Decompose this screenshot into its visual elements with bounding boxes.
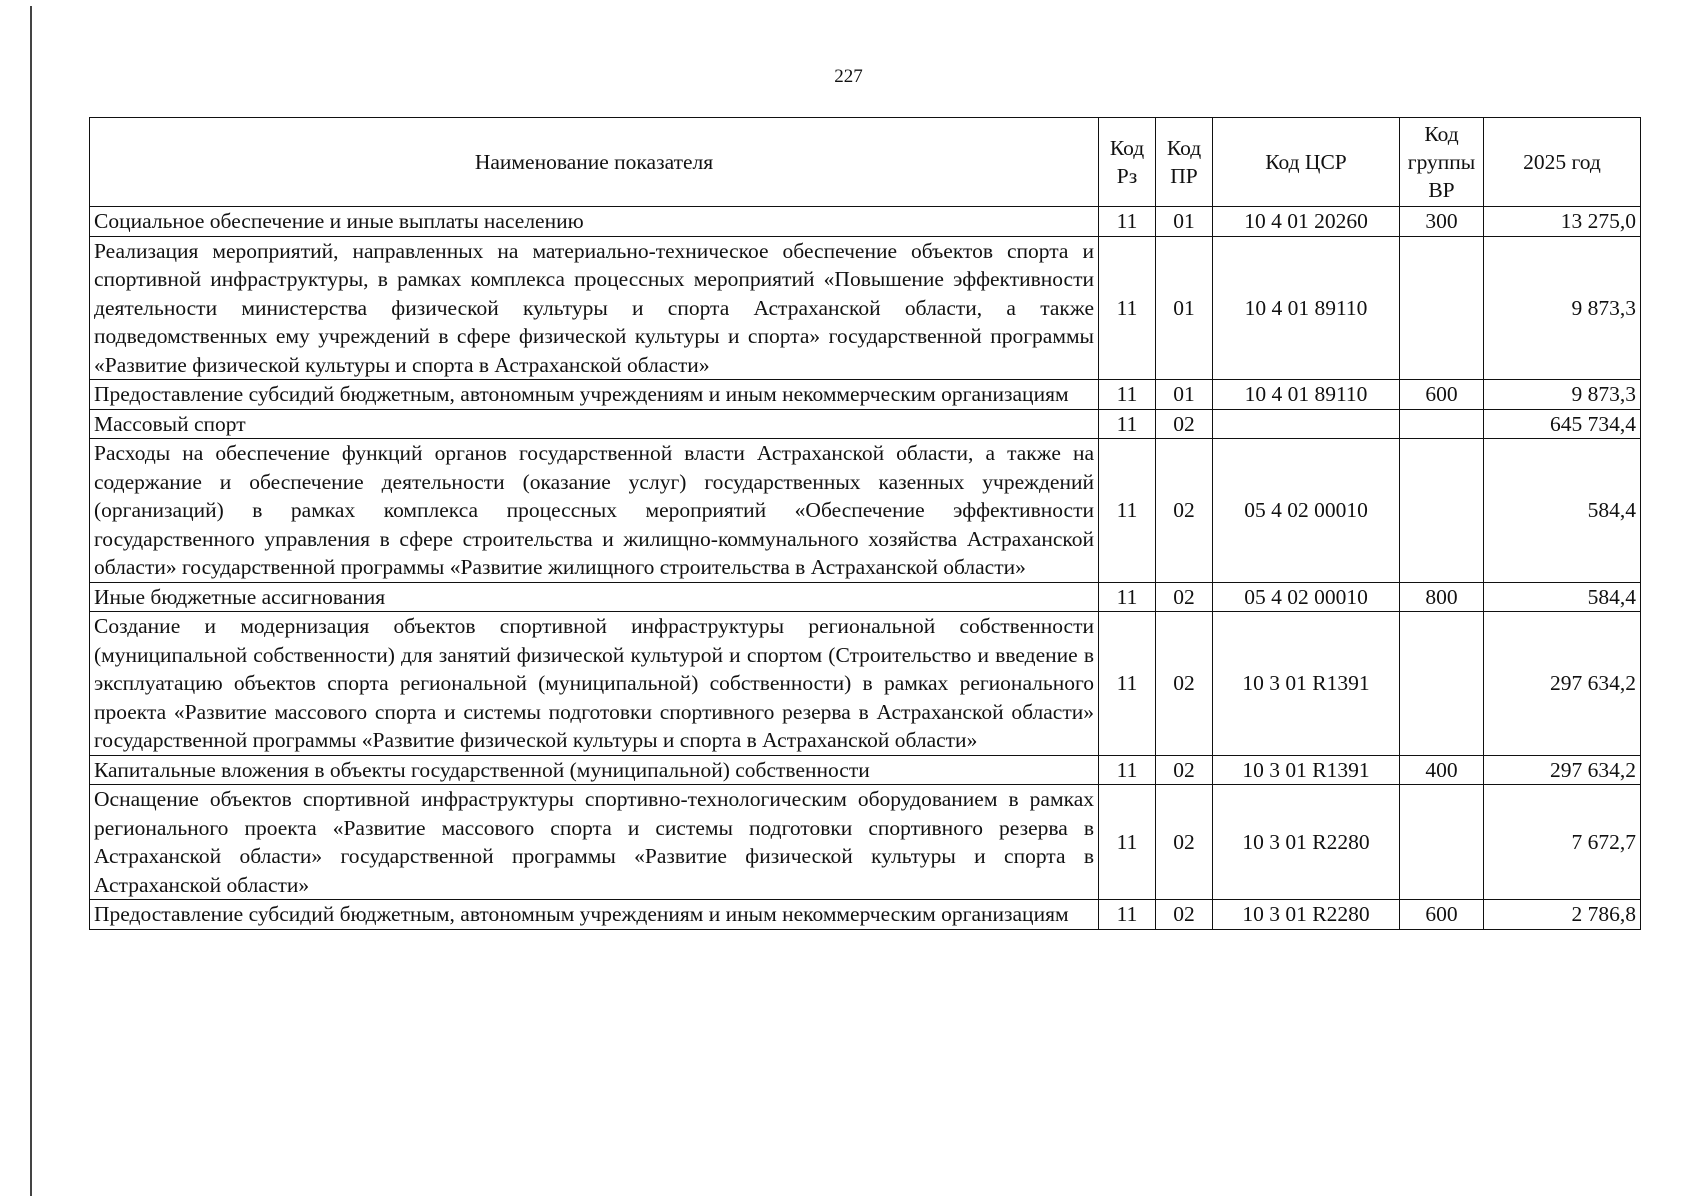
row-pr: 01 [1156, 236, 1213, 380]
row-amount: 584,4 [1484, 582, 1641, 612]
table-header [90, 118, 1641, 207]
row-name: Иные бюджетные ассигнования [90, 582, 1099, 612]
row-csr: 05 4 02 00010 [1213, 439, 1400, 583]
row-vr: 600 [1400, 380, 1484, 410]
row-name: Предоставление субсидий бюджетным, автономным учреждениям и иным некоммерческим организациям [90, 380, 1099, 410]
scan-edge-line [30, 6, 32, 1196]
row-csr: 10 3 01 R2280 [1213, 785, 1400, 900]
row-name: Социальное обеспечение и иные выплаты населению [90, 207, 1099, 237]
row-vr [1400, 612, 1484, 756]
row-name: Расходы на обеспечение функций органов государственной власти Астраханской области, а также на содержание и обеспечение деятельности (оказание услуг) государственных казенных учреждений (организаций) в рамках комплекса процессных мероприятий «Обеспечение эффективности государственного управления в сфере строительства и жилищно-коммунального хозяйства Астраханской области» государственной программы «Развитие жилищного строительства в Астраханской области» [90, 439, 1099, 583]
row-name: Оснащение объектов спортивной инфраструктуры спортивно-технологическим оборудованием в рамках регионального проекта «Развитие массового спорта и системы подготовки спортивного резерва в Астраханской области» государственной программы «Развитие физической культуры и спорта в Астраханской области» [90, 785, 1099, 900]
row-pr: 02 [1156, 409, 1213, 439]
table-row [90, 409, 1641, 439]
row-rz: 11 [1099, 236, 1156, 380]
row-rz: 11 [1099, 439, 1156, 583]
row-rz: 11 [1099, 207, 1156, 237]
row-pr: 02 [1156, 755, 1213, 785]
row-amount: 9 873,3 [1484, 236, 1641, 380]
table-row [90, 612, 1641, 756]
row-amount: 297 634,2 [1484, 612, 1641, 756]
table-row [90, 380, 1641, 410]
table-row [90, 582, 1641, 612]
row-rz: 11 [1099, 785, 1156, 900]
table-row [90, 236, 1641, 380]
row-vr [1400, 785, 1484, 900]
row-rz: 11 [1099, 612, 1156, 756]
row-rz: 11 [1099, 900, 1156, 930]
header-rz: Код Рз [1099, 118, 1156, 207]
row-name: Предоставление субсидий бюджетным, автономным учреждениям и иным некоммерческим организациям [90, 900, 1099, 930]
row-amount: 13 275,0 [1484, 207, 1641, 237]
table-row [90, 785, 1641, 900]
row-csr: 10 3 01 R1391 [1213, 612, 1400, 756]
row-pr: 02 [1156, 612, 1213, 756]
row-vr [1400, 236, 1484, 380]
row-csr: 05 4 02 00010 [1213, 582, 1400, 612]
table-row [90, 207, 1641, 237]
row-rz: 11 [1099, 380, 1156, 410]
row-rz: 11 [1099, 409, 1156, 439]
row-amount: 645 734,4 [1484, 409, 1641, 439]
header-csr: Код ЦСР [1213, 118, 1400, 207]
row-vr: 300 [1400, 207, 1484, 237]
row-pr: 02 [1156, 582, 1213, 612]
row-vr [1400, 439, 1484, 583]
row-csr: 10 4 01 89110 [1213, 236, 1400, 380]
row-amount: 2 786,8 [1484, 900, 1641, 930]
row-csr: 10 4 01 20260 [1213, 207, 1400, 237]
table-row [90, 755, 1641, 785]
header-name: Наименование показателя [90, 118, 1099, 207]
row-vr: 400 [1400, 755, 1484, 785]
row-name: Массовый спорт [90, 409, 1099, 439]
row-name: Капитальные вложения в объекты государственной (муниципальной) собственности [90, 755, 1099, 785]
table-body [90, 207, 1641, 930]
row-name: Реализация мероприятий, направленных на материально-техническое обеспечение объектов спорта и спортивной инфраструктуры, в рамках комплекса процессных мероприятий «Повышение эффективности деятельности министерства физической культуры и спорта Астраханской области, а также подведомственных ему учреждений в сфере физической культуры и спорта» государственной программы «Развитие физической культуры и спорта в Астраханской области» [90, 236, 1099, 380]
page-number: 227 [834, 66, 863, 87]
budget-table [89, 117, 1641, 930]
header-row [90, 118, 1641, 207]
row-name: Создание и модернизация объектов спортивной инфраструктуры региональной собственности (муниципальной собственности) для занятий физической культурой и спортом (Строительство и введение в эксплуатацию объектов спорта региональной (муниципальной) собственности) в рамках регионального проекта «Развитие массового спорта и системы подготовки спортивного резерва в Астраханской области» государственной программы «Развитие физической культуры и спорта в Астраханской области» [90, 612, 1099, 756]
row-rz: 11 [1099, 582, 1156, 612]
row-pr: 02 [1156, 900, 1213, 930]
row-amount: 7 672,7 [1484, 785, 1641, 900]
row-amount: 9 873,3 [1484, 380, 1641, 410]
row-csr: 10 3 01 R2280 [1213, 900, 1400, 930]
row-amount: 297 634,2 [1484, 755, 1641, 785]
row-vr: 800 [1400, 582, 1484, 612]
table-row [90, 439, 1641, 583]
header-year: 2025 год [1484, 118, 1641, 207]
row-csr [1213, 409, 1400, 439]
row-pr: 02 [1156, 785, 1213, 900]
row-csr: 10 3 01 R1391 [1213, 755, 1400, 785]
row-csr: 10 4 01 89110 [1213, 380, 1400, 410]
row-rz: 11 [1099, 755, 1156, 785]
row-vr [1400, 409, 1484, 439]
header-pr: Код ПР [1156, 118, 1213, 207]
row-pr: 02 [1156, 439, 1213, 583]
row-pr: 01 [1156, 380, 1213, 410]
row-pr: 01 [1156, 207, 1213, 237]
table-row [90, 900, 1641, 930]
row-vr: 600 [1400, 900, 1484, 930]
header-vr: Код группы ВР [1400, 118, 1484, 207]
row-amount: 584,4 [1484, 439, 1641, 583]
